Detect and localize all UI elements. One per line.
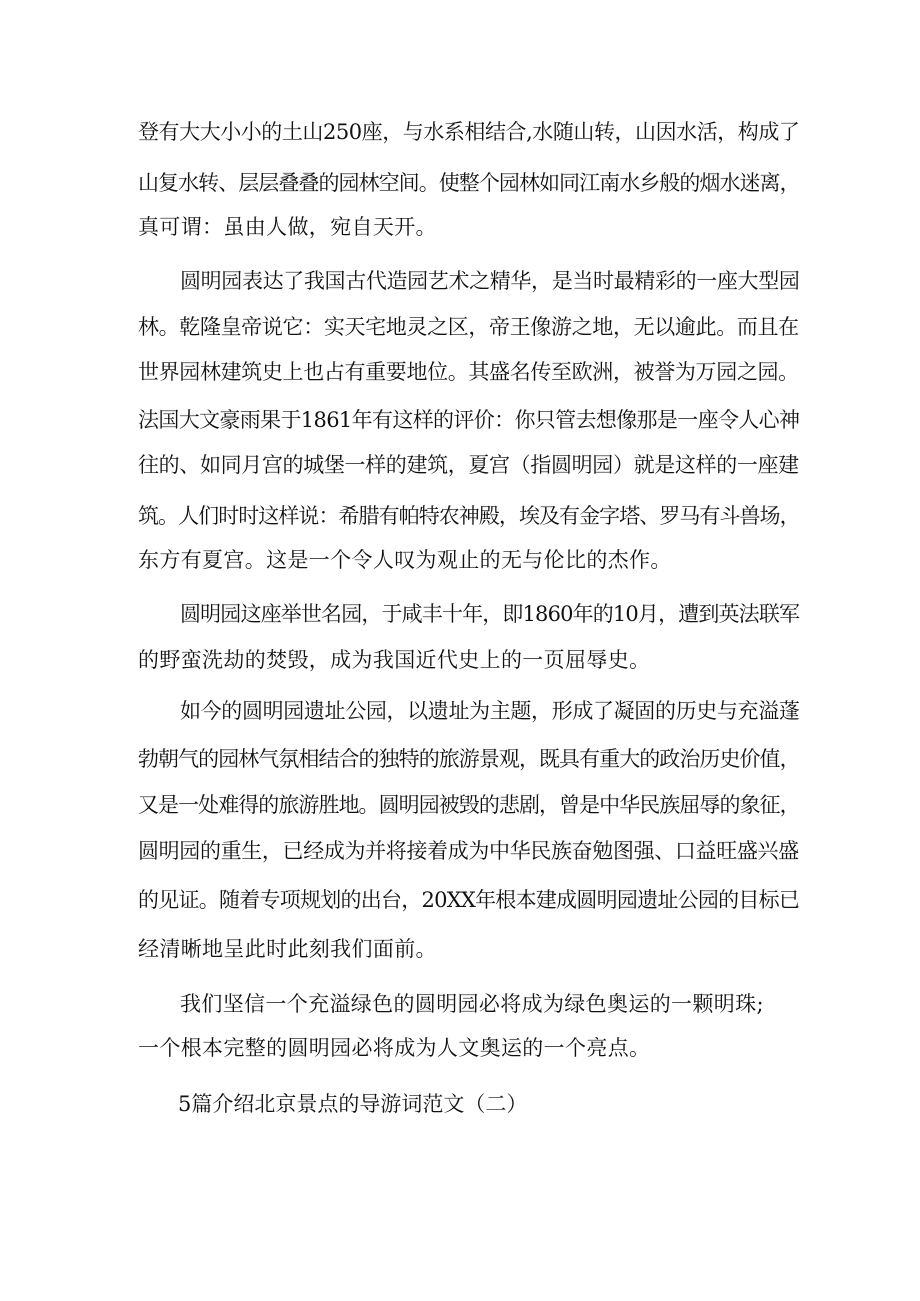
paragraph-2-line-6: 筑。人们时时这样说：希腊有帕特农神殿，埃及有金字塔、罗马有斗兽场，	[138, 504, 800, 528]
paragraph-2-line-2: 林。乾隆皇帝说它：实天宅地灵之区，帝王像游之地，无以逾此。而且在	[138, 315, 799, 339]
paragraph-5-line-2: 一个根本完整的圆明园必将成为人文奥运的一个亮点。	[138, 1036, 651, 1060]
paragraph-2-line-3: 世界园林建筑史上也占有重要地位。其盛名传至欧洲，被誉为万园之园。	[138, 360, 799, 384]
paragraph-2-line-5: 往的、如同月宫的城堡一样的建筑，夏宫（指圆明园）就是这样的一座建	[138, 453, 799, 477]
paragraph-1-line-1: 登有大大小小的土山250座，与水系相结合,水随山转，山因水活，构成了	[138, 120, 800, 144]
paragraph-1-line-3: 真可谓：虽由人做，宛自天开。	[138, 215, 437, 239]
paragraph-4-line-1: 如今的圆明园遗址公园，以遗址为主题，形成了凝固的历史与充溢蓬	[180, 699, 800, 723]
paragraph-4-line-6: 经清晰地呈此时此刻我们面前。	[138, 937, 437, 961]
paragraph-4-line-2: 勃朝气的园林气氛相结合的独特的旅游景观，既具有重大的政治历史价值，	[138, 747, 800, 771]
paragraph-3-line-1: 圆明园这座举世名园，于咸丰十年，即1860年的10月，遭到英法联军	[180, 602, 800, 626]
paragraph-4-line-3: 又是一处难得的旅游胜地。圆明园被毁的悲剧，曾是中华民族屈辱的象征，	[138, 793, 800, 817]
paragraph-4-line-5: 的见证。随着专项规划的出台，20XX年根本建成圆明园遗址公园的目标已	[138, 888, 800, 912]
paragraph-3-line-2: 的野蛮洗劫的焚毁，成为我国近代史上的一页屈辱史。	[138, 648, 651, 672]
section-heading: 5篇介绍北京景点的导游词范文（二）	[178, 1092, 528, 1116]
paragraph-2-line-4: 法国大文豪雨果于1861年有这样的评价：你只管去想像那是一座令人心神	[138, 408, 800, 432]
paragraph-2-line-1: 圆明园表达了我国古代造园艺术之精华，是当时最精彩的一座大型园	[180, 269, 800, 293]
paragraph-2-line-7: 东方有夏宫。这是一个令人叹为观止的无与伦比的杰作。	[138, 548, 672, 572]
paragraph-4-line-4: 圆明园的重生，已经成为并将接着成为中华民族奋勉图强、口益旺盛兴盛	[138, 839, 799, 863]
paragraph-1-line-2: 山复水转、层层叠叠的园林空间。使整个园林如同江南水乡般的烟水迷离，	[138, 171, 800, 195]
paragraph-5-line-1: 我们坚信一个充溢绿色的圆明园必将成为绿色奥运的一颗明珠;	[180, 992, 764, 1016]
